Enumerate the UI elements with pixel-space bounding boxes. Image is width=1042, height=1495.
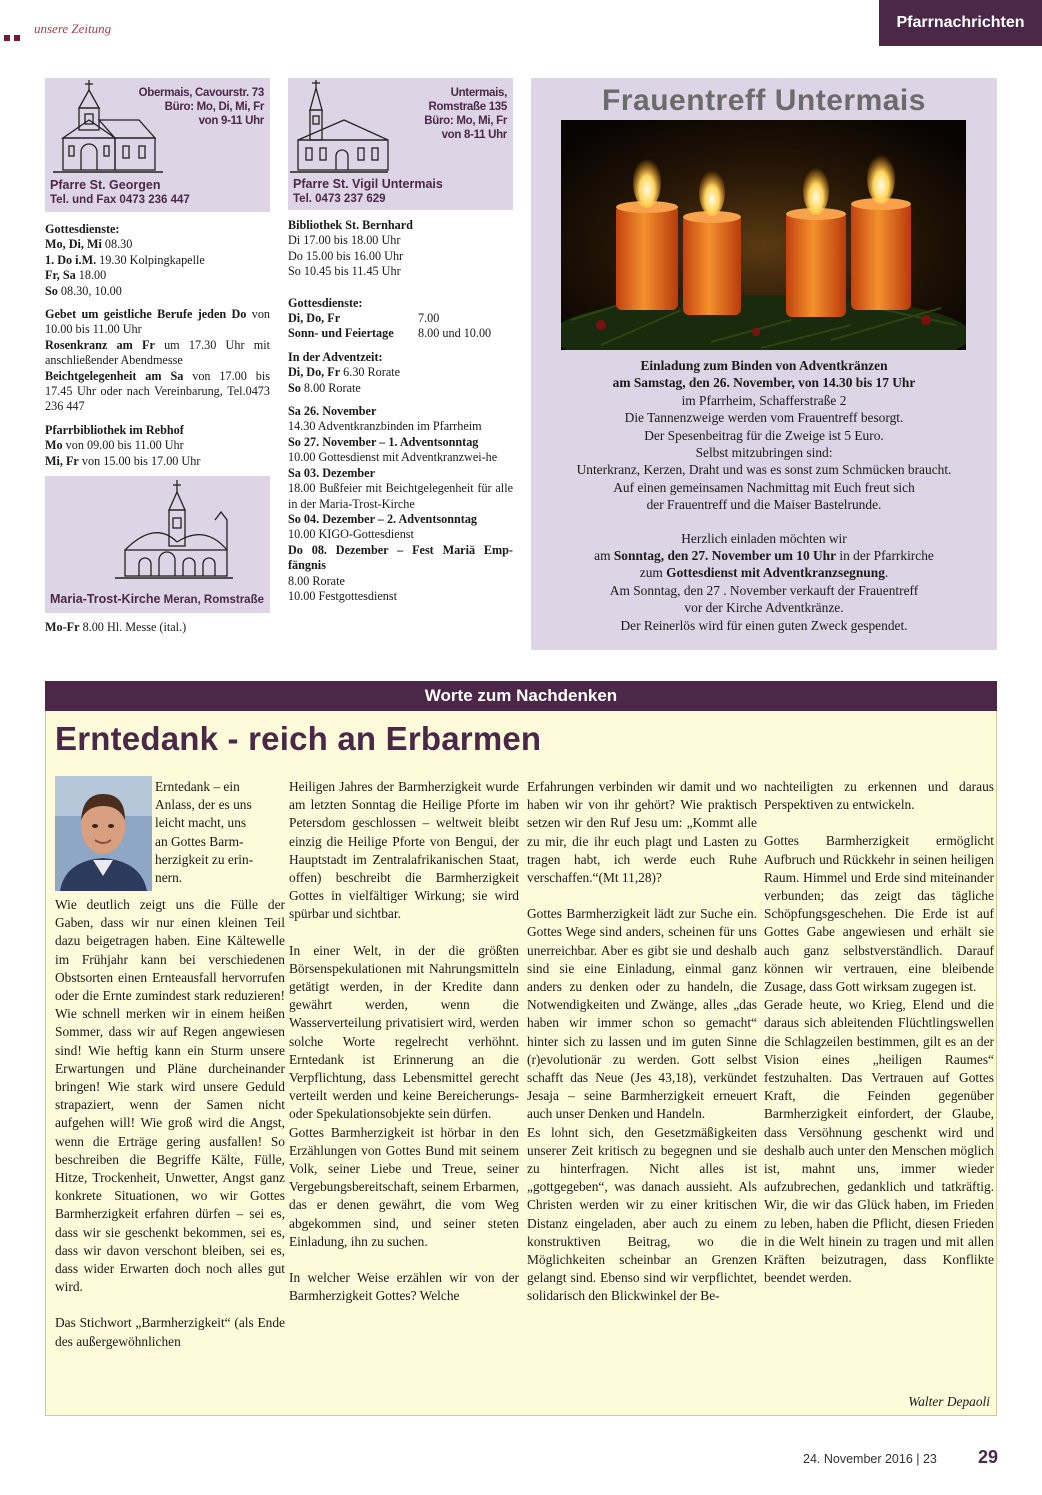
info-line: So 8.00 Rorate xyxy=(288,380,361,395)
parish-vigil-box xyxy=(288,78,513,210)
article-intro xyxy=(155,778,278,887)
page-number: 29 xyxy=(978,1447,999,1467)
article-column-1 xyxy=(55,896,285,1351)
paper-brand: unsere Zeitung xyxy=(34,21,112,36)
info-line: So 08.30, 10.00 xyxy=(45,283,122,298)
info-line: Mo von 09.00 bis 11.00 Uhr xyxy=(45,438,184,453)
article-band: Worte zum Nachdenken xyxy=(45,681,997,711)
spacer xyxy=(288,396,513,404)
mariatrost-mass: Mo-Fr 8.00 Hl. Messe (ital.) xyxy=(45,620,187,634)
info-line: Di, Do, Fr 6.30 Rorate xyxy=(288,365,401,380)
paragraph: Das Stichwort „Barmherzigkeit“ (als Ende des außergewöhnlichen xyxy=(55,1315,285,1349)
paragraph: Es lohnt sich, den Gesetzmäßigkeiten unserer Zeit kritisch zu begegnen und sie zu hinterfragen. Nicht alles ist „gottgegeben“, was danach aussieht. Als Christen werden wir zu einer kritischen Distanz eingeladen, aber auch zu einem konstruktiven Beitrag, wo die Möglichkeiten scheinbar an Grenzen gelangt sind. Ebenso sind wir verpflichtet, solidarisch den Blickwinkel der Be- xyxy=(527,1124,757,1304)
spacer xyxy=(764,814,994,832)
info-line: 10.00 KIGO-Gottesdienst xyxy=(288,527,414,542)
mariatrost-location: Meran, Romstraße xyxy=(163,594,264,606)
info-line: Mi, Fr von 15.00 bis 17.00 Uhr xyxy=(45,453,201,468)
intro-line: Erntedank – ein xyxy=(155,779,240,794)
frauentreff-line: Auf einen gemeinsamen Nachmittag mit Euch freut sich xyxy=(613,479,915,495)
parish-georgen-box xyxy=(45,78,270,212)
frauentreff-line: Herzlich einladen möchten wir xyxy=(681,530,847,546)
frauentreff-line: Einladung zum Binden von Adventkränzen xyxy=(640,358,888,373)
paragraph: Wie deutlich zeigt uns die Fülle der Gaben, dass wir nur einen kleinen Teil dazu beigetragen haben. Eine Kältewelle im Frühjahr kann bei verschiedenen Obstsorten einen Ernteausfall hervorrufen oder die Ernte zumindest stark reduzieren! Wie schnell merken wir in einem heißen Sommer, dass wir auf Regen angewiesen sind! Wie heftig kann ein Sturm unsere Erwartungen und Pläne durcheinander bringen! Wie stark wird unsere Geduld strapaziert, wenn der Samen nicht aufgehen will! Wie groß wird die Angst, wenn die Erträge gering ausfallen! So beschreiben die Begriffe Kälte, Fülle, Hitze, Trockenheit, Unwetter, Angst ganz konkrete Situationen, wo wir Gottes Barmherzigkeit erfahren dürfen – sei es, dass wir sie geschenkt bekommen, sei es, dass wir davon verschont bleiben, sei es, dass wider Erwarten doch noch alles gut wird. xyxy=(55,897,285,1295)
info-line: So 10.45 bis 11.45 Uhr xyxy=(288,264,401,279)
intro-line: leicht macht, uns xyxy=(155,815,247,831)
paragraph: Erfahrungen verbinden wir damit und wo haben wir von ihr gehört? Wie praktisch setzen wir den Ruf Jesu um: „Kommt alle zu mir, die ihr euch plagt und Lasten zu tragen habt, ich werde euch Ruhe verschaffen.“(Mt 11,28)? xyxy=(527,779,757,886)
spacer xyxy=(288,342,513,350)
frauentreff-line: vor der Kirche Adventkränze. xyxy=(684,600,844,616)
intro-line: nern. xyxy=(155,870,183,886)
vigil-address: Untermais, Romstraße 135 Büro: Mo, Mi, Fr von 8-11 Uhr xyxy=(424,87,507,141)
spacer xyxy=(535,514,993,530)
parish-mariatrost-box xyxy=(45,476,270,613)
intro-line: herzigkeit zu erin- xyxy=(155,851,254,867)
paragraph: Gerade heute, wo Krieg, Elend und die daraus sich ableitenden Flüchtlingswellen die Schlagzeilen bestimmen, gilt es an der Vision eines „heiligen Raumes“ festzuhalten. Das Vertrauen auf Gottes Kraft, die Feinden gegenüber Barmherzigkeit einfordert, der Glaube, dass Versöhnung geschenkt wird und deshalb auch unter den Menschen möglich ist, mahnt uns, immer wieder aufzubrechen, gedanklich und tatkräftig. Wir, die wir das Glück haben, im Frieden zu leben, haben die Pflicht, diesen Frieden in die Welt hinein zu tragen und mit allen Kräften beizutragen, dass Konflikte beendet werden. xyxy=(764,997,994,1286)
vigil-info xyxy=(288,218,513,604)
paragraph: In welcher Weise erzählen wir von der Barmherzigkeit Gottes? Welche xyxy=(289,1270,519,1304)
header-marks xyxy=(4,28,28,34)
georgen-info xyxy=(45,222,270,469)
georgen-name: Pfarre St. Georgen xyxy=(50,178,161,192)
info-line: So 04. Dezember – 2. Adventsonntag xyxy=(288,511,478,526)
paragraph: Gottes Barmherzigkeit ermöglicht Aufbruch und Rückkehr in seinen heiligen Raum. Himmel und Erde sind miteinander verbunden; das zeigt das tägliche Schöpfungsgeschehen. Die Erde ist auf Gottes Gabe angewiesen und erhält sie auch ganz selbstverständlich. Darauf können wir vertrauen, eine bleibende Zusage, dass Gott wirksam zugegen ist. xyxy=(764,833,994,995)
frauentreff-line: am Samstag, den 26. November, von 14.30 bis 17 Uhr xyxy=(612,375,916,391)
spacer xyxy=(289,1251,519,1269)
spacer xyxy=(288,280,513,288)
frauentreff-line: Die Tannenzweige werden vom Frauentreff besorgt. xyxy=(624,410,904,426)
info-line: Do 15.00 bis 16.00 Uhr xyxy=(288,248,404,263)
article-column-3 xyxy=(527,778,757,1306)
paragraph: Gottes Barmherzigkeit ist hörbar in den Erzählungen von Gottes Bund mit seinem Volk, seiner Liebe und Treue, seiner Vergebungsbereitschaft, seinem Erbarmen, das er denen gewährt, die vom Weg abgekommen sind, und seiner steten Einladung, ihn zu suchen. xyxy=(289,1124,519,1249)
vigil-tel: Tel. 0473 237 629 xyxy=(293,193,386,205)
info-line: Do 08. Dezember – Fest Mariä Emp-fängnis xyxy=(288,542,513,573)
info-line: 18.00 Bußfeier mit Beichtgelegenheit für alle in der Maria-Trost-Kirche xyxy=(288,481,513,511)
info-line: Gebet um geistliche Berufe jeden Do von 10.00 bis 11.00 Uhr xyxy=(45,307,270,337)
info-line: Sa 03. Dezember xyxy=(288,465,375,480)
info-line: Pfarrbibliothek im Rebhof xyxy=(45,422,184,437)
frauentreff-line: Selbst mitzubringen sind: xyxy=(695,445,833,461)
frauentreff-line: Der Reinerlös wird für einen guten Zweck gespendet. xyxy=(620,617,908,633)
frauentreff-line: zum Gottesdienst mit Adventkranzsegnung. xyxy=(639,565,889,581)
footer-date: 24. November 2016 | 23 xyxy=(803,1452,937,1466)
intro-line: an Gottes Barm- xyxy=(155,833,244,849)
frauentreff-text xyxy=(535,357,993,634)
paragraph: Gottes Barmherzigkeit lädt zur Suche ein. Gottes Wege sind anders, scheinen für uns unerreichbar. Aber es gibt sie und deshalb sind sie eine Einladung, einmal ganz anders zu denken oder zu handeln, die Notwendigkeiten und Zwänge, alles „das haben wir immer schon so gemacht“ hinter sich zu lassen und im guten Sinne (r)evolutionär zu werden. Gott selbst schafft das Neue (Jes 43,18), verkündet Jesaja – seine Barmherzigkeit erneuert auch unser Denken und Handeln. xyxy=(527,906,757,1122)
info-line: 1. Do i.M. 19.30 Kolpingkapelle xyxy=(45,252,205,267)
info-line: Bibliothek St. Bernhard xyxy=(288,218,413,232)
info-line: Gottesdienste: xyxy=(45,222,120,236)
vigil-name: Pfarre St. Vigil Untermais xyxy=(293,177,443,191)
mariatrost-name: Maria-Trost-Kirche xyxy=(50,592,161,606)
info-line: Sonn- und Feiertage 8.00 und 10.00 xyxy=(288,326,492,341)
paragraph: Heiligen Jahres der Barmherzigkeit wurde am letzten Sonntag die Heilige Pforte im Petersdom geschlossen – weltweit bleibt einzig die Heilige Pforte von Bengui, der Hauptstadt im Zentralafrikanischen Staat, offen) beschreibt die Barmherzigkeit Gottes in vielfältiger Wirkung; sie wird spürbar und sichtbar. xyxy=(289,779,519,922)
frauentreff-title: Frauentreff Untermais xyxy=(602,84,926,117)
info-line: Sa 26. November xyxy=(288,404,377,419)
info-line: 10.00 Gottesdienst mit Adventkranzwei-he xyxy=(288,450,498,465)
info-line: So 27. November – 1. Adventsonntag xyxy=(288,434,479,449)
spacer xyxy=(55,1296,285,1314)
paragraph: nachteiligten zu erkennen und daraus Perspektiven zu entwickeln. xyxy=(764,779,994,813)
info-line: Di 17.00 bis 18.00 Uhr xyxy=(288,233,401,248)
spacer xyxy=(45,415,270,423)
paragraph: In einer Welt, in der die größten Börsenspekulationen mit Nahrungsmitteln getätigt werden, in der Kredite dann gewährt werden, wenn die Wasserverteilung privatisiert wird, werden solche Worte regelrecht verhöhnt. Erntedank ist Erinnerung an die Verpflichtung, dass Lebensmittel gerecht verteilt werden und keine Bereicherungs- oder Spekulationsobjekte sein dürfen. xyxy=(289,942,519,1122)
info-line: 10.00 Festgottesdienst xyxy=(288,588,398,603)
article-title: Erntedank - reich an Erbarmen xyxy=(55,720,542,757)
spacer xyxy=(288,288,513,296)
frauentreff-line: Am Sonntag, den 27 . November verkauft der Frauentreff xyxy=(609,582,919,598)
article-author: Walter Depaoli xyxy=(908,1394,990,1409)
info-line: 14.30 Adventkranzbinden im Pfarrheim xyxy=(288,419,482,434)
spacer xyxy=(527,887,757,905)
frauentreff-line: Der Spesenbeitrag für die Zweige ist 5 Euro. xyxy=(644,427,884,443)
article-column-2 xyxy=(289,778,519,1305)
frauentreff-line: am Sonntag, den 27. November um 10 Uhr in der Pfarrkirche xyxy=(594,548,934,564)
info-line: In der Adventzeit: xyxy=(288,349,383,364)
info-line: 8.00 Rorate xyxy=(288,573,345,588)
frauentreff-line: Unterkranz, Kerzen, Draht und was es sonst zum Schmücken braucht. xyxy=(576,462,952,478)
frauentreff-line: im Pfarrheim, Schafferstraße 2 xyxy=(681,392,847,408)
church-mariatrost-icon xyxy=(115,480,235,584)
spacer xyxy=(45,299,270,307)
info-line: Mo, Di, Mi 08.30 xyxy=(45,237,133,252)
author-portrait xyxy=(55,776,152,891)
intro-line: Anlass, der es uns xyxy=(155,797,252,813)
church-vigil-icon xyxy=(290,80,390,176)
info-line: Fr, Sa 18.00 xyxy=(45,268,107,283)
frauentreff-line: der Frauentreff und die Maiser Bastelrunde. xyxy=(646,497,882,513)
section-tag: Pfarrnachrichten xyxy=(879,0,1042,46)
info-line: Beichtgelegenheit am Sa von 17.00 bis 17.45 Uhr oder nach Vereinbarung, Tel.0473 236 447 xyxy=(45,368,270,414)
georgen-address: Obermais, Cavourstr. 73 Büro: Mo, Di, Mi, Fr von 9-11 Uhr xyxy=(138,87,264,127)
frauentreff-box xyxy=(531,78,997,650)
info-line: Di, Do, Fr 7.00 xyxy=(288,311,440,326)
georgen-tel: Tel. und Fax 0473 236 447 xyxy=(50,194,190,206)
advent-candles-photo xyxy=(561,120,966,350)
info-line: Rosenkranz am Fr um 17.30 Uhr mit anschließender Abendmesse xyxy=(45,337,270,368)
info-line: Gottesdienste: xyxy=(288,295,363,310)
article-column-4 xyxy=(764,778,994,1287)
spacer xyxy=(289,924,519,942)
